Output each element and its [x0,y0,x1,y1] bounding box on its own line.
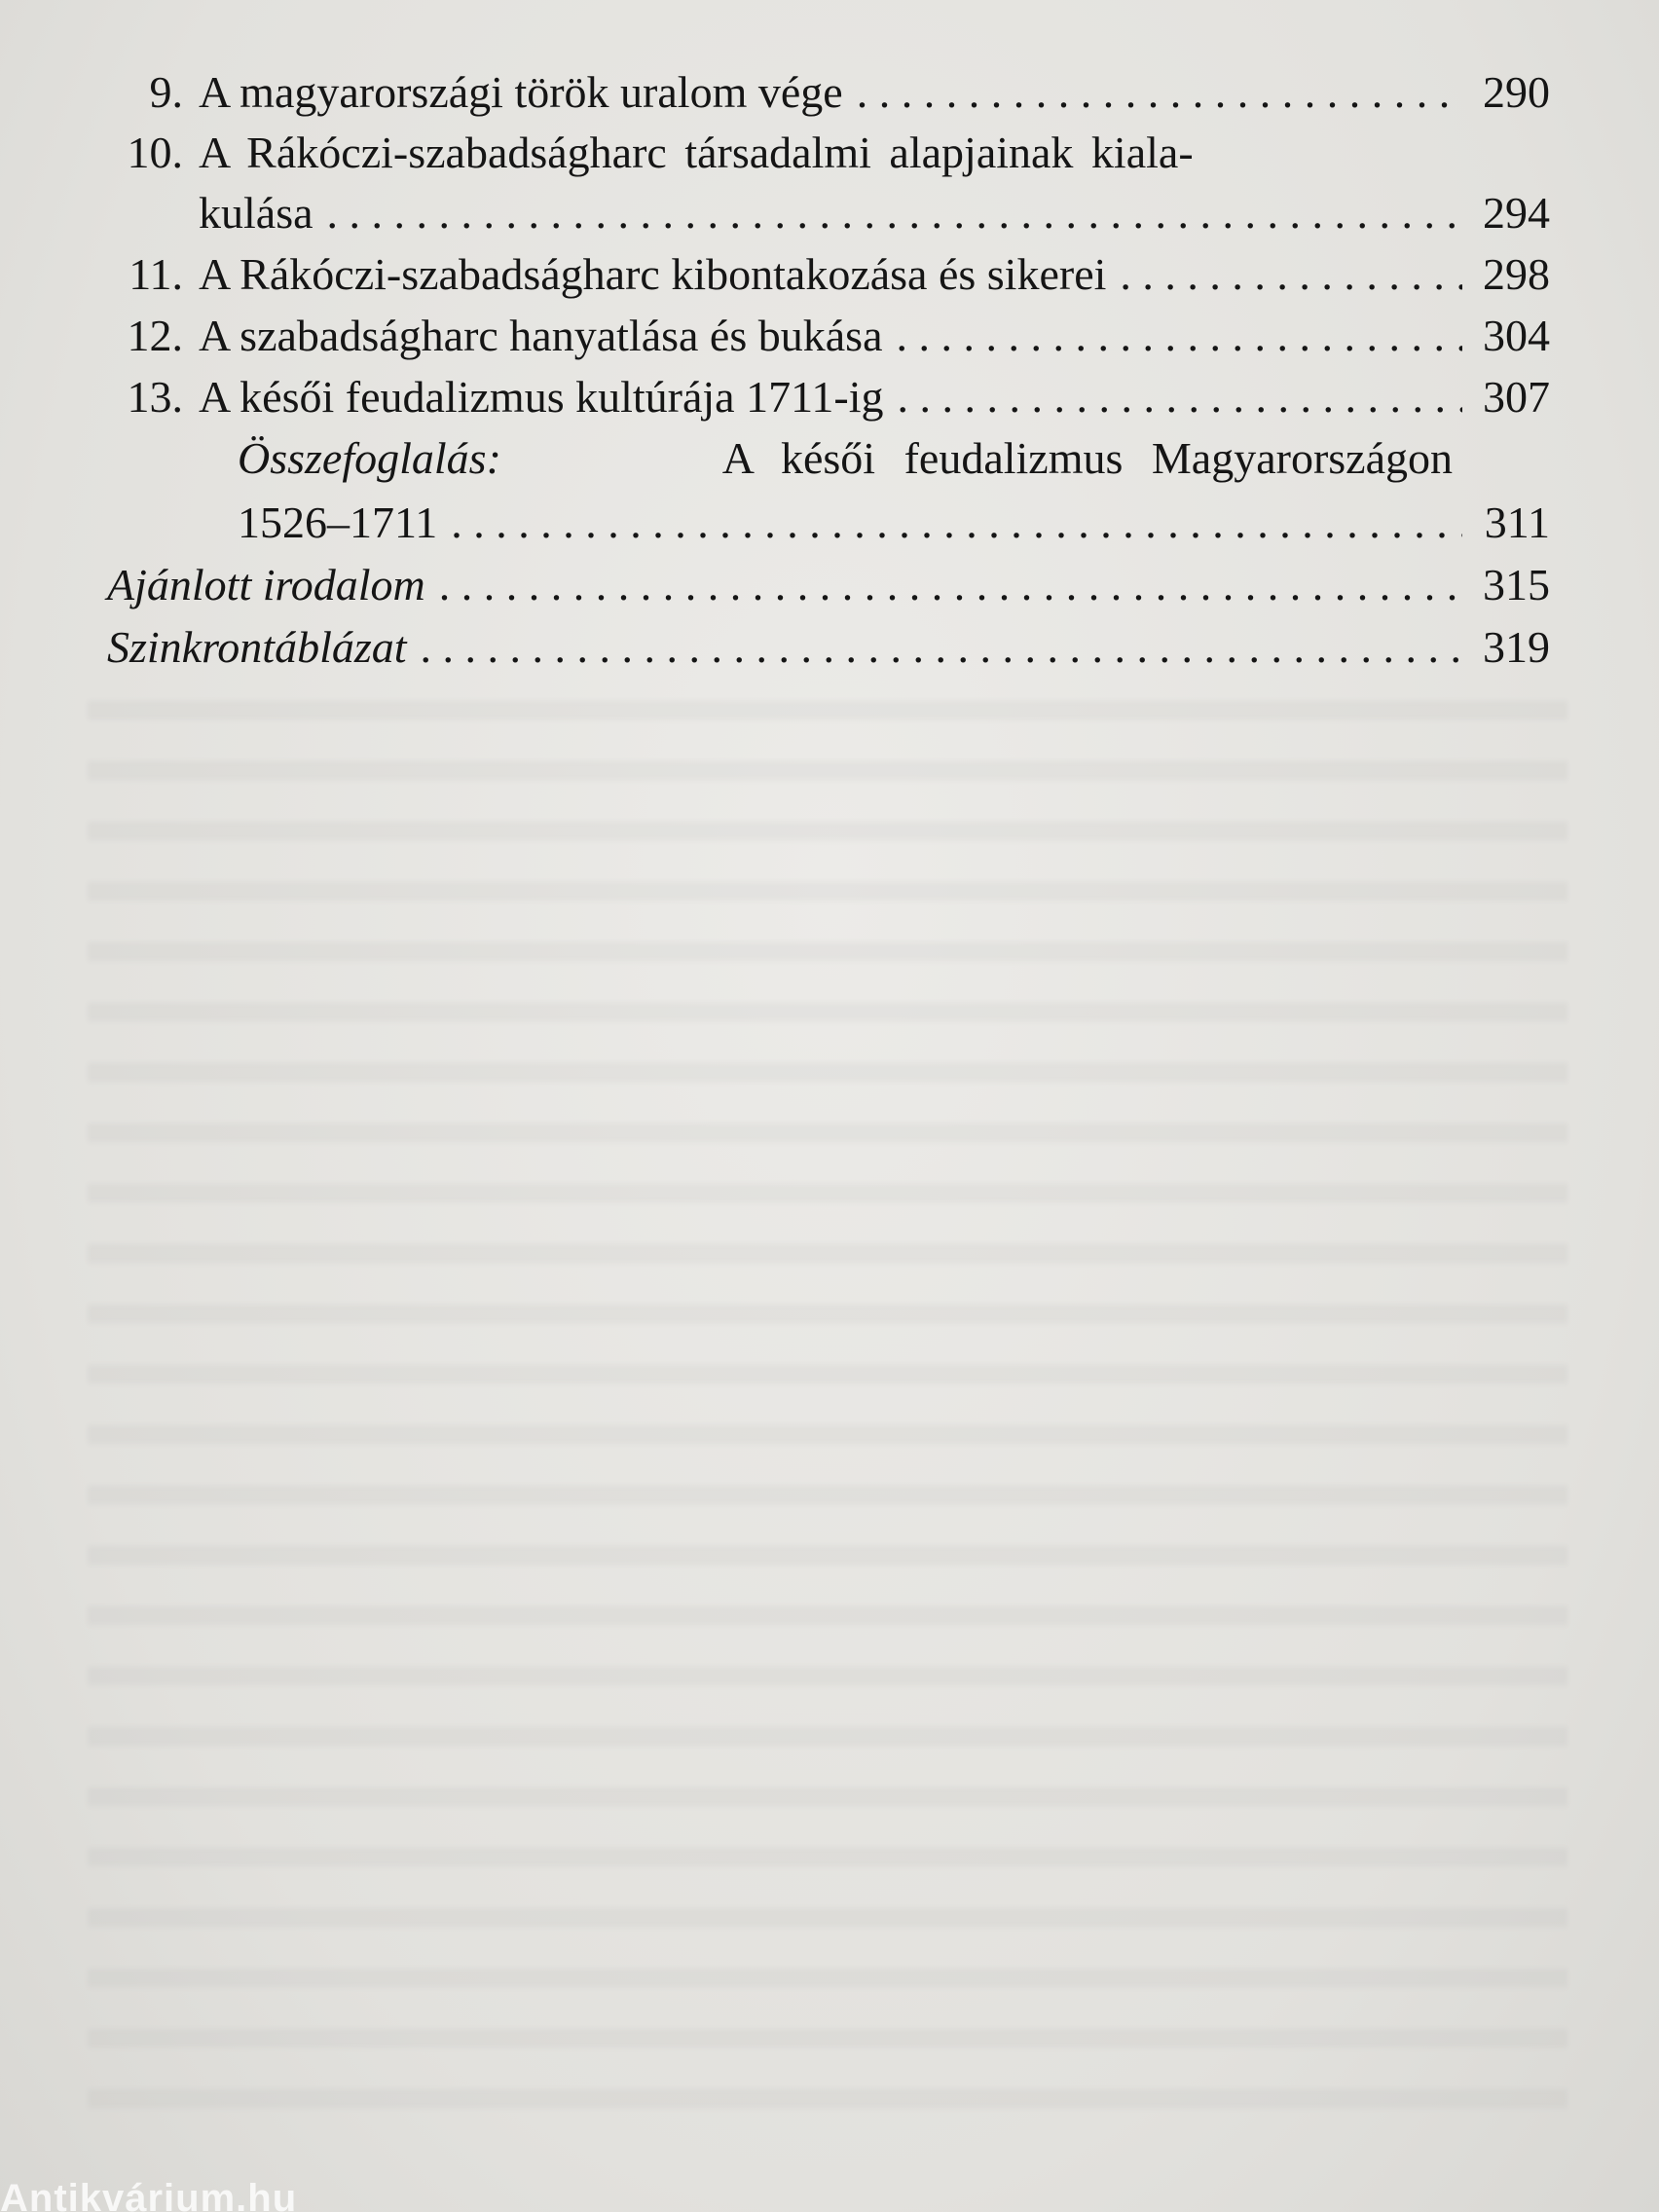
dot-leader [421,625,1462,670]
entry-number: 13. [127,372,183,422]
entry-page: 304 [1483,311,1550,360]
entry-page: 294 [1483,188,1550,238]
synchrony-page: 319 [1483,622,1550,672]
entry-title: A Rákóczi-szabadságharc kibontakozása és sikerei [199,249,1107,299]
summary-title-line1: A késői feudalizmus Magyarországon [721,433,1453,483]
literature-page: 315 [1483,560,1550,609]
entry-title: A szabadságharc hanyatlása és bukása [199,311,883,360]
literature-title: Ajánlott irodalom [107,560,425,609]
toc-summary-line1 [238,432,1453,484]
show-through-text [88,682,1567,2142]
entry-page: 298 [1483,249,1550,299]
dot-leader [327,191,1462,236]
toc-entry-9 [39,66,1550,118]
toc-literature [107,559,1550,610]
entry-title: A magyarországi török uralom vége [199,67,843,117]
toc-entry-10-line2 [39,187,1550,239]
toc-summary-line2 [78,497,1550,548]
entry-title-line1: A Rákóczi-szabadságharc társadalmi alapjainak kiala- [199,128,1194,177]
dot-leader [1120,252,1462,297]
dot-leader [439,563,1462,608]
toc-entry-13 [39,371,1550,423]
entry-title: A késői feudalizmus kultúrája 1711-ig [199,372,884,422]
entry-number: 10. [127,128,183,177]
watermark: Antikvárium.hu [0,2177,298,2212]
entry-number: 11. [129,249,183,299]
synchrony-title: Szinkrontáblázat [107,622,407,672]
toc-entry-12 [39,310,1550,361]
summary-label: Összefoglalás: [238,433,501,483]
entry-title-line2: kulása [199,188,313,238]
summary-page: 311 [1484,498,1550,547]
dot-leader [897,313,1463,358]
toc-entry-11 [39,248,1550,300]
dot-leader [857,70,1462,115]
dot-leader [451,500,1462,545]
dot-leader [897,375,1462,420]
toc-entry-10-line1 [127,127,1453,178]
entry-page: 307 [1483,372,1550,422]
toc-synchrony [107,621,1550,673]
summary-title-line2: 1526–1711 [238,498,438,547]
entry-number: 12. [127,311,183,360]
entry-page: 290 [1483,67,1550,117]
entry-number: 9. [149,67,183,117]
